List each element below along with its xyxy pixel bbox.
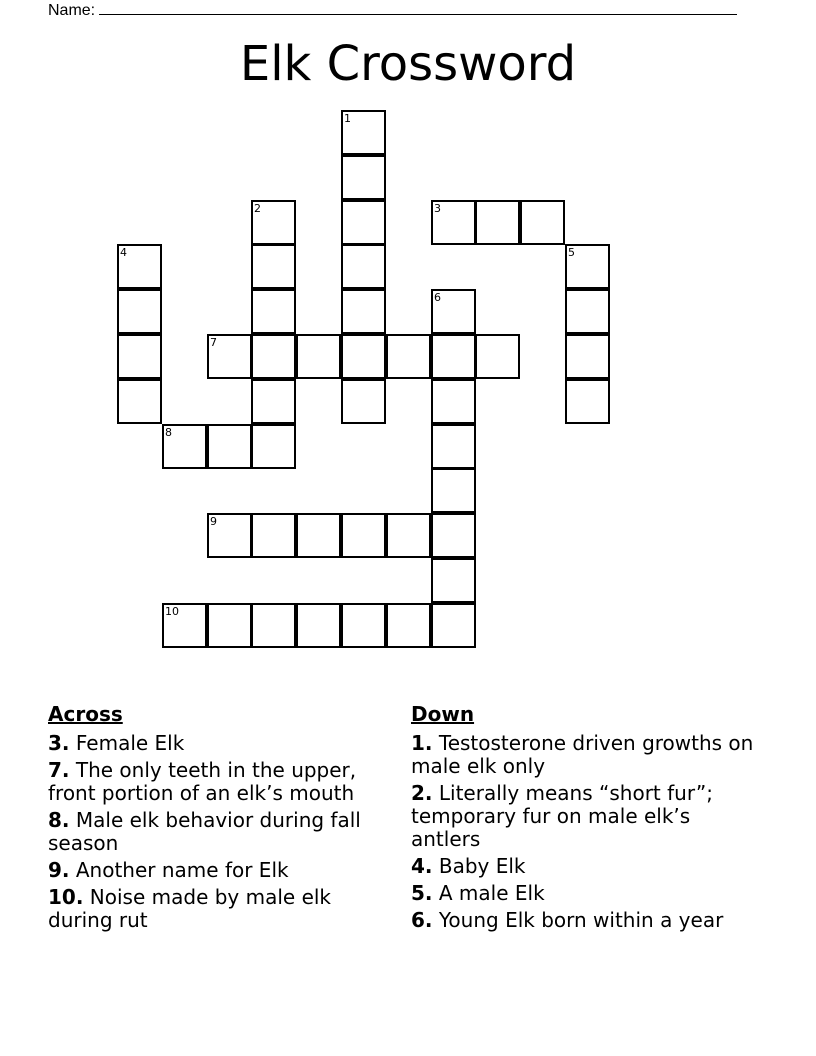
down-heading: Down: [411, 702, 475, 726]
crossword-cell[interactable]: [251, 244, 296, 289]
crossword-cell[interactable]: [162, 603, 207, 648]
crossword-cell[interactable]: [431, 603, 476, 648]
clue-number: 6.: [411, 908, 433, 932]
clue-number: 9.: [48, 858, 70, 882]
crossword-cell[interactable]: [207, 424, 252, 469]
crossword-cell[interactable]: [341, 110, 386, 155]
clue-number: 8: [165, 426, 172, 439]
crossword-cell[interactable]: [341, 244, 386, 289]
clue-item: [48, 886, 388, 932]
clue-item: [411, 909, 756, 932]
crossword-cell[interactable]: [431, 558, 476, 603]
crossword-cell[interactable]: [565, 334, 610, 379]
clue-item: [411, 882, 756, 905]
clue-number: 1.: [411, 731, 433, 755]
clue-text: Young Elk born within a year: [438, 908, 724, 932]
name-label: Name:: [48, 2, 96, 19]
clue-item: [411, 732, 756, 778]
clue-number: 3: [434, 202, 441, 215]
crossword-cell[interactable]: [207, 603, 252, 648]
clue-text: Female Elk: [75, 731, 185, 755]
across-heading: Across: [48, 702, 123, 726]
crossword-cell[interactable]: [341, 155, 386, 200]
crossword-cell[interactable]: [207, 513, 252, 558]
clue-number: 5: [568, 246, 575, 259]
clue-number: 5.: [411, 881, 433, 905]
across-clues: [48, 702, 388, 936]
crossword-cell[interactable]: [341, 334, 386, 379]
clue-number: 7.: [48, 758, 70, 782]
clue-item: [48, 859, 388, 882]
crossword-cell[interactable]: [341, 200, 386, 245]
clue-number: 4.: [411, 854, 433, 878]
clue-text: The only teeth in the upper, front portion of an elk’s mouth: [48, 758, 357, 805]
clue-number: 10.: [48, 885, 84, 909]
crossword-cell[interactable]: [296, 603, 341, 648]
crossword-cell[interactable]: [117, 244, 162, 289]
crossword-cell[interactable]: [341, 379, 386, 424]
crossword-cell[interactable]: [431, 379, 476, 424]
crossword-cell[interactable]: [475, 334, 520, 379]
clue-text: Literally means “short fur”; temporary fur on male elk’s antlers: [411, 781, 713, 851]
crossword-cell[interactable]: [475, 200, 520, 245]
clue-number: 2.: [411, 781, 433, 805]
clue-text: Baby Elk: [438, 854, 526, 878]
crossword-cell[interactable]: [117, 379, 162, 424]
clue-item: [411, 782, 756, 851]
crossword-cell[interactable]: [341, 289, 386, 334]
crossword-cell[interactable]: [431, 334, 476, 379]
clue-number: 1: [344, 112, 351, 125]
clue-number: 4: [120, 246, 127, 259]
crossword-cell[interactable]: [431, 424, 476, 469]
clue-number: 7: [210, 336, 217, 349]
crossword-cell[interactable]: [341, 513, 386, 558]
crossword-cell[interactable]: [431, 200, 476, 245]
crossword-cell[interactable]: [296, 513, 341, 558]
clue-number: 8.: [48, 808, 70, 832]
crossword-cell[interactable]: [520, 200, 565, 245]
crossword-cell[interactable]: [251, 289, 296, 334]
crossword-cell[interactable]: [386, 513, 431, 558]
crossword-cell[interactable]: [117, 289, 162, 334]
crossword-cell[interactable]: [251, 200, 296, 245]
clue-item: [48, 759, 388, 805]
crossword-cell[interactable]: [341, 603, 386, 648]
clue-item: [48, 809, 388, 855]
clue-number: 6: [434, 291, 441, 304]
crossword-cell[interactable]: [251, 424, 296, 469]
crossword-cell[interactable]: [386, 603, 431, 648]
crossword-cell[interactable]: [565, 244, 610, 289]
crossword-cell[interactable]: [296, 334, 341, 379]
clue-item: [411, 855, 756, 878]
clue-number: 3.: [48, 731, 70, 755]
down-clues: [411, 702, 756, 936]
crossword-cell[interactable]: [565, 379, 610, 424]
crossword-cell[interactable]: [386, 334, 431, 379]
clue-number: 9: [210, 515, 217, 528]
crossword-cell[interactable]: [565, 289, 610, 334]
clue-text: Male elk behavior during fall season: [48, 808, 361, 855]
crossword-cell[interactable]: [431, 513, 476, 558]
clue-number: 10: [165, 605, 179, 618]
crossword-cell[interactable]: [251, 379, 296, 424]
crossword-cell[interactable]: [431, 289, 476, 334]
crossword-cell[interactable]: [431, 468, 476, 513]
crossword-cell[interactable]: [251, 513, 296, 558]
crossword-cell[interactable]: [162, 424, 207, 469]
clue-text: A male Elk: [438, 881, 545, 905]
crossword-cell[interactable]: [207, 334, 252, 379]
page-title: Elk Crossword: [239, 36, 577, 92]
clue-text: Another name for Elk: [75, 858, 289, 882]
crossword-cell[interactable]: [251, 603, 296, 648]
clue-text: Testosterone driven growths on male elk only: [411, 731, 754, 778]
crossword-cell[interactable]: [117, 334, 162, 379]
crossword-cell[interactable]: [251, 334, 296, 379]
clue-text: Noise made by male elk during rut: [48, 885, 332, 932]
clue-number: 2: [254, 202, 261, 215]
clue-item: [48, 732, 388, 755]
